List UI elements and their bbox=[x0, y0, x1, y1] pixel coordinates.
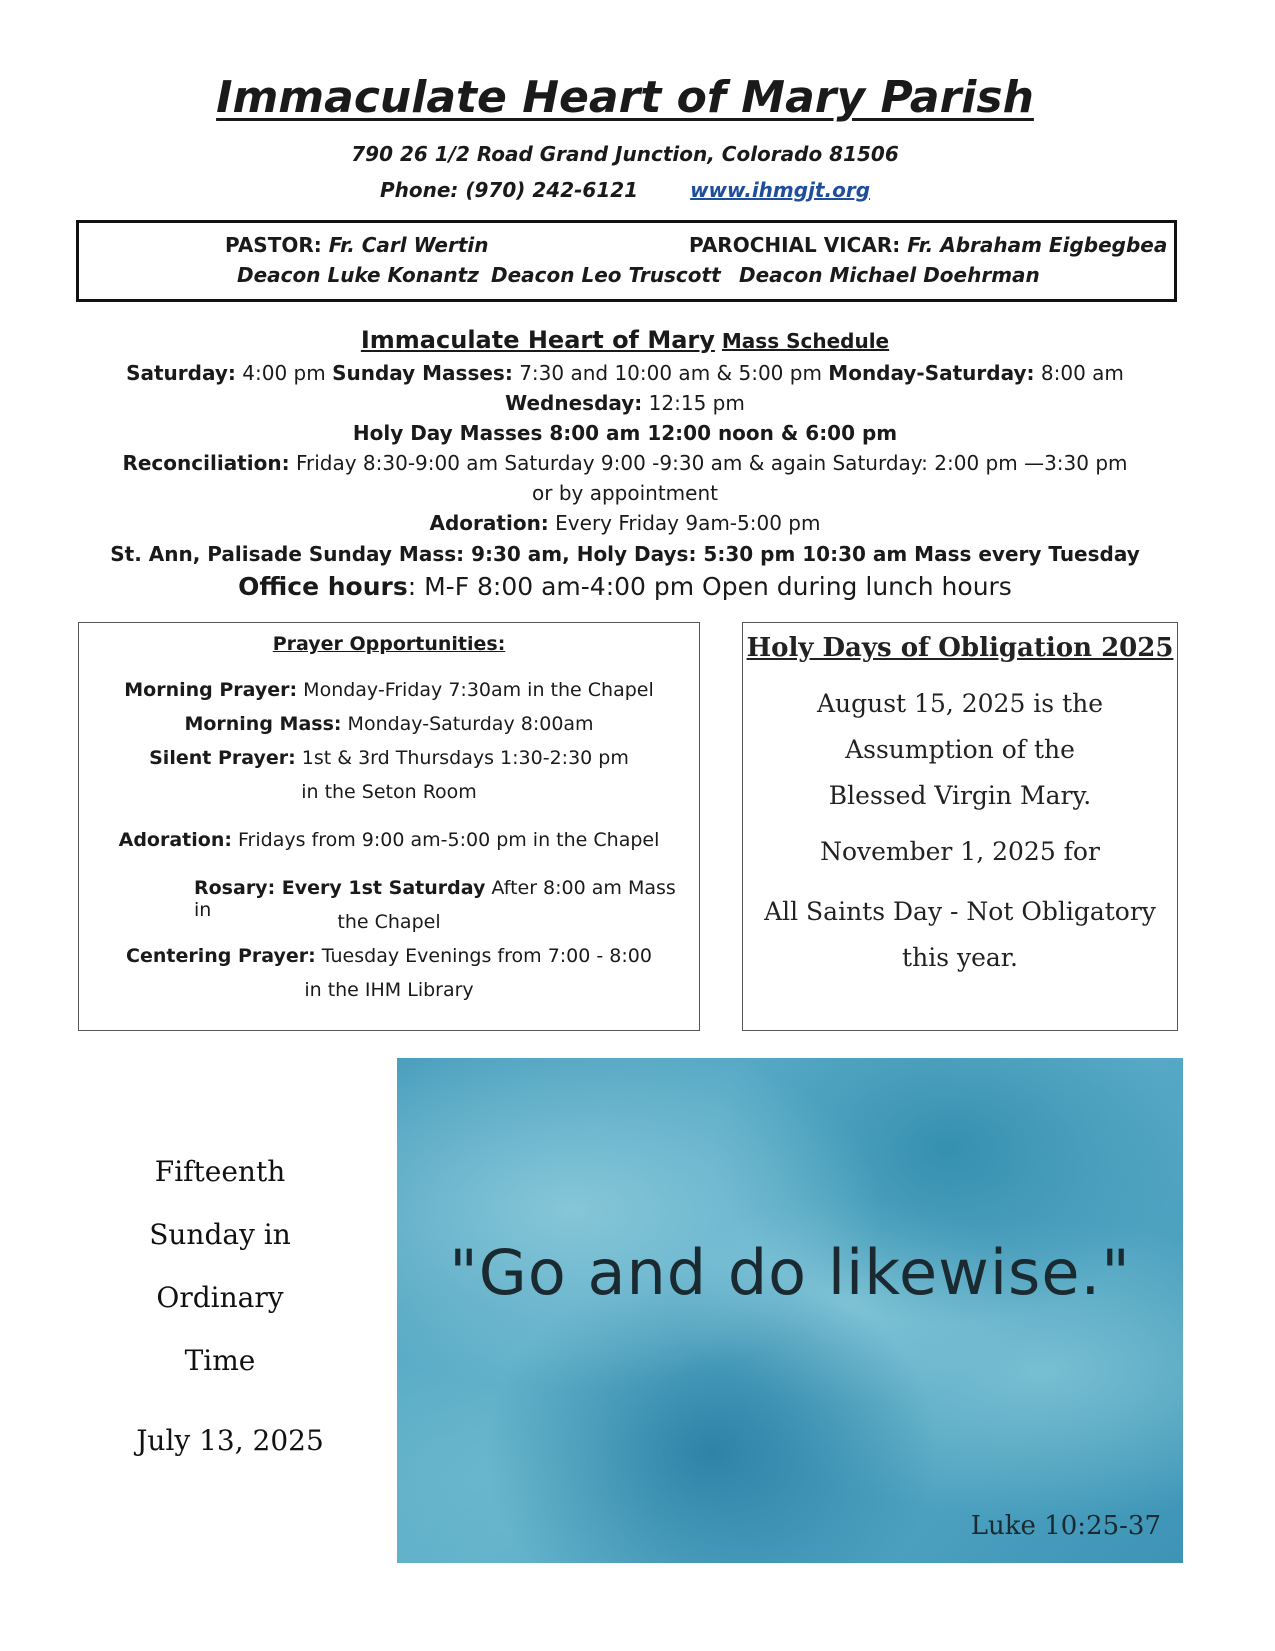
adoration-value: Every Friday 9am-5:00 pm bbox=[555, 511, 821, 535]
reconciliation-line bbox=[0, 451, 1250, 475]
monsat-value: 8:00 am bbox=[1040, 361, 1124, 385]
deacon-2: Deacon Leo Truscott bbox=[491, 263, 721, 287]
holy-days-title: Holy Days of Obligation 2025 bbox=[746, 633, 1174, 663]
prayer-adoration-label: Adoration: bbox=[118, 829, 232, 851]
vicar-name: Fr. Abraham Eigbegbea bbox=[907, 233, 1168, 257]
morning-mass-line bbox=[79, 713, 699, 735]
pastor-label: PASTOR: bbox=[225, 233, 322, 257]
scripture-quote: "Go and do likewise." bbox=[449, 1236, 1131, 1309]
morning-prayer-value: Monday-Friday 7:30am in the Chapel bbox=[303, 679, 654, 701]
reconciliation-extra: or by appointment bbox=[532, 481, 718, 505]
office-value: : M-F 8:00 am-4:00 pm Open during lunch hours bbox=[407, 572, 1012, 601]
sunday-value: 7:30 and 10:00 am & 5:00 pm bbox=[519, 361, 822, 385]
office-label: Office hours bbox=[238, 572, 408, 601]
parish-address: 790 26 1/2 Road Grand Junction, Colorado 81506 bbox=[351, 142, 899, 166]
prayer-adoration-value: Fridays from 9:00 am-5:00 pm in the Chapel bbox=[238, 829, 660, 851]
prayer-adoration-line bbox=[79, 829, 699, 851]
silent-prayer-line bbox=[79, 747, 699, 769]
silent-prayer-location: in the Seton Room bbox=[301, 781, 477, 803]
reconciliation-label: Reconciliation: bbox=[122, 451, 290, 475]
holy-days-line-4: November 1, 2025 for bbox=[820, 837, 1100, 866]
deacon-3: Deacon Michael Doehrman bbox=[739, 263, 1040, 287]
monsat-label: Monday-Saturday: bbox=[828, 361, 1035, 385]
scripture-reference: Luke 10:25-37 bbox=[970, 1511, 1161, 1541]
holy-days-box bbox=[742, 622, 1178, 1031]
silent-prayer-label: Silent Prayer: bbox=[149, 747, 296, 769]
schedule-line-main bbox=[0, 361, 1250, 385]
morning-prayer-label: Morning Prayer: bbox=[124, 679, 298, 701]
centering-prayer-location: in the IHM Library bbox=[304, 979, 474, 1001]
adoration-label: Adoration: bbox=[429, 511, 549, 535]
clergy-box bbox=[76, 220, 1177, 302]
morning-mass-label: Morning Mass: bbox=[184, 713, 342, 735]
holy-days-line-1: August 15, 2025 is the bbox=[816, 689, 1104, 718]
st-ann-line: St. Ann, Palisade Sunday Mass: 9:30 am, Holy Days: 5:30 pm 10:30 am Mass every Tuesday bbox=[110, 542, 1140, 566]
schedule-heading-main: Immaculate Heart of Mary bbox=[360, 326, 715, 354]
saturday-label: Saturday: bbox=[126, 361, 236, 385]
parish-title: Immaculate Heart of Mary Parish bbox=[216, 72, 1034, 123]
holy-days-line-6: this year. bbox=[902, 943, 1018, 972]
morning-mass-value: Monday-Saturday 8:00am bbox=[347, 713, 594, 735]
schedule-heading bbox=[0, 326, 1250, 354]
website-link[interactable]: www.ihmgjt.org bbox=[690, 178, 871, 202]
prayer-opportunities-box bbox=[78, 622, 700, 1031]
sunday-name-line-1: Fifteenth bbox=[154, 1155, 286, 1188]
centering-prayer-line bbox=[79, 945, 699, 967]
bulletin-date: July 13, 2025 bbox=[136, 1424, 324, 1457]
schedule-heading-suffix: Mass Schedule bbox=[721, 329, 890, 353]
contact-line bbox=[0, 178, 1250, 202]
morning-prayer-line bbox=[79, 679, 699, 701]
phone-number: Phone: (970) 242-6121 bbox=[379, 178, 639, 202]
centering-prayer-label: Centering Prayer: bbox=[126, 945, 316, 967]
deacon-1: Deacon Luke Konantz bbox=[237, 263, 479, 287]
rosary-value: After 8:00 am Mass in bbox=[194, 877, 676, 921]
holy-days-line-5: All Saints Day - Not Obligatory bbox=[764, 897, 1156, 926]
wednesday-line bbox=[0, 391, 1250, 415]
office-hours-line bbox=[0, 572, 1250, 601]
reconciliation-value: Friday 8:30-9:00 am Saturday 9:00 -9:30 am & again Saturday: 2:00 pm —3:30 pm bbox=[295, 451, 1128, 475]
scripture-quote-panel bbox=[397, 1058, 1183, 1563]
holy-days-line-3: Blessed Virgin Mary. bbox=[828, 781, 1092, 810]
sunday-name-line-3: Ordinary bbox=[156, 1281, 284, 1314]
holy-days-line-2: Assumption of the bbox=[845, 735, 1075, 764]
vicar-label: PAROCHIAL VICAR: bbox=[689, 233, 901, 257]
wednesday-value: 12:15 pm bbox=[648, 391, 745, 415]
wednesday-label: Wednesday: bbox=[505, 391, 643, 415]
rosary-location: the Chapel bbox=[337, 911, 441, 933]
sunday-label: Sunday Masses: bbox=[332, 361, 513, 385]
pastor-name: Fr. Carl Wertin bbox=[328, 233, 489, 257]
silent-prayer-value: 1st & 3rd Thursdays 1:30-2:30 pm bbox=[301, 747, 629, 769]
sunday-name-line-4: Time bbox=[184, 1344, 256, 1377]
centering-prayer-value: Tuesday Evenings from 7:00 - 8:00 bbox=[321, 945, 652, 967]
saturday-value: 4:00 pm bbox=[242, 361, 326, 385]
adoration-line bbox=[0, 511, 1250, 535]
holy-day-line: Holy Day Masses 8:00 am 12:00 noon & 6:00 pm bbox=[352, 421, 898, 445]
prayer-title: Prayer Opportunities: bbox=[272, 633, 506, 655]
vicar-line bbox=[689, 233, 1167, 257]
pastor-line bbox=[225, 233, 488, 257]
sunday-name-line-2: Sunday in bbox=[149, 1218, 291, 1251]
rosary-label: Rosary: Every 1st Saturday bbox=[194, 877, 486, 899]
